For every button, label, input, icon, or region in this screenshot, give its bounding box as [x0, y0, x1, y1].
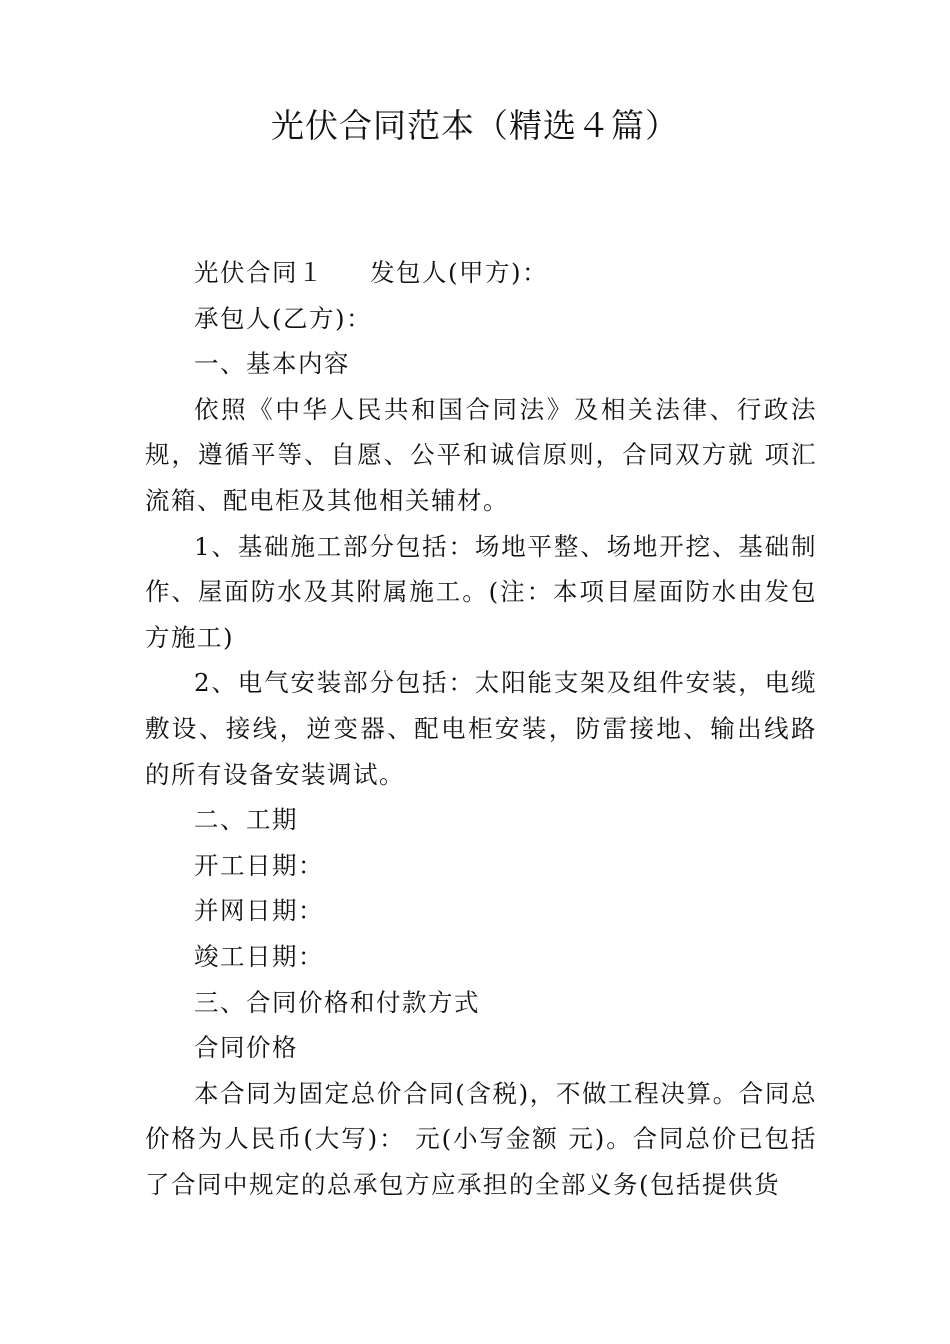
party-a-label: 发包人(甲方)： [370, 258, 549, 287]
item-foundation: 1、基础施工部分包括：场地平整、场地开挖、基础制作、屋面防水及其附属施工。(注：本项目屋面防水由发包方施工) [145, 531, 817, 652]
party-b-label: 承包人(乙方)： [194, 303, 373, 333]
grid-date-label: 并网日期： [194, 896, 324, 926]
document-body [145, 250, 817, 1207]
item-electrical: 2、电气安装部分包括：太阳能支架及组件安装，电缆敷设、接线，逆变器、配电柜安装，防雷接地、输出线路的所有设备安装调试。 [145, 668, 817, 789]
document-title: 光伏合同范本（精选４篇） [271, 106, 679, 145]
section-basic-content: 一、基本内容 [194, 349, 350, 379]
paragraph-basis: 依照《中华人民共和国合同法》及相关法律、行政法规，遵循平等、自愿、公平和诚信原则，合同双方就 项汇流箱、配电柜及其他相关辅材。 [145, 394, 817, 515]
completion-date-label: 竣工日期： [194, 941, 324, 971]
contract-price-heading: 合同价格 [194, 1033, 298, 1063]
contract-heading-line [145, 250, 817, 296]
start-date-label: 开工日期： [194, 850, 324, 880]
section-price-payment: 三、合同价格和付款方式 [194, 987, 480, 1017]
contract-heading: 光伏合同１ [194, 258, 324, 287]
paragraph-price: 本合同为固定总价合同(含税)，不做工程决算。合同总价格为人民币(大写)： 元(小写金额 元)。合同总价已包括了合同中规定的总承包方应承担的全部义务(包括提供货 [145, 1078, 817, 1199]
section-schedule: 二、工期 [194, 805, 298, 835]
